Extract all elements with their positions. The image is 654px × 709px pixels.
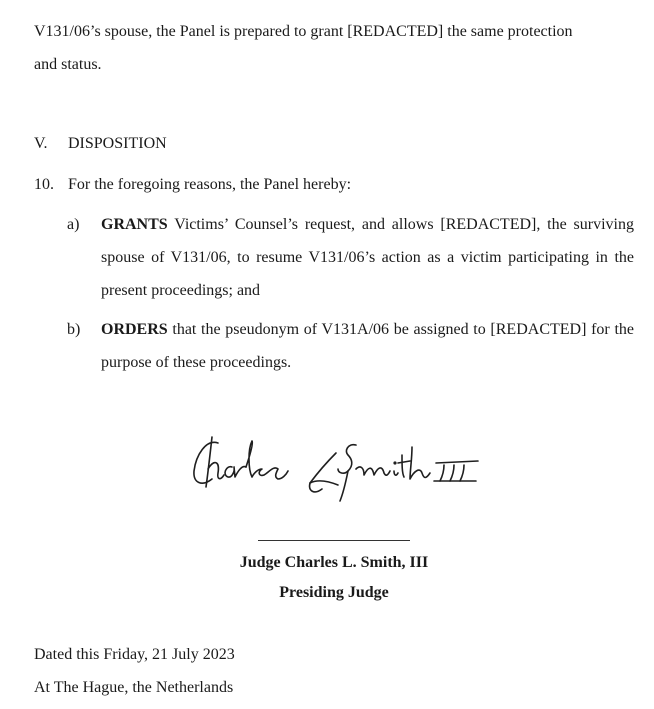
paragraph-continuation-line1: V131/06’s spouse, the Panel is prepared to grant [REDACTED] the same protection [34,23,573,40]
sub-item-body [101,313,634,379]
judge-name: Judge Charles L. Smith, III [239,554,429,571]
place-line: At The Hague, the Netherlands [34,679,234,696]
sub-item-b [67,313,634,383]
sub-item-keyword: ORDERS [101,321,168,338]
numbered-paragraph-10 [34,172,351,197]
signature-line [258,540,410,541]
sub-item-letter: b) [67,321,81,338]
sub-item-text: Victims’ Counsel’s request, and allows [REDACTED], the surviving spouse of V131/06, to resume V131/06’s action as a victim participating in the present proceedings; and [101,216,634,299]
sub-item-text: that the pseudonym of V131A/06 be assigned to [REDACTED] for the purpose of these proceedings. [101,321,634,371]
sub-item-keyword: GRANTS [101,216,168,233]
paragraph-number: 10. [34,176,54,193]
section-title: DISPOSITION [68,135,167,152]
sub-item-body [101,208,634,307]
sub-item-letter: a) [67,216,80,233]
paragraph-text: For the foregoing reasons, the Panel hereby: [68,176,352,193]
sub-item-a [67,208,634,308]
section-number: V. [34,135,48,152]
date-line: Dated this Friday, 21 July 2023 [34,646,235,663]
section-heading [34,131,167,156]
signature-image [188,425,488,505]
judge-title: Presiding Judge [279,584,389,601]
paragraph-continuation-line2: and status. [34,56,102,73]
